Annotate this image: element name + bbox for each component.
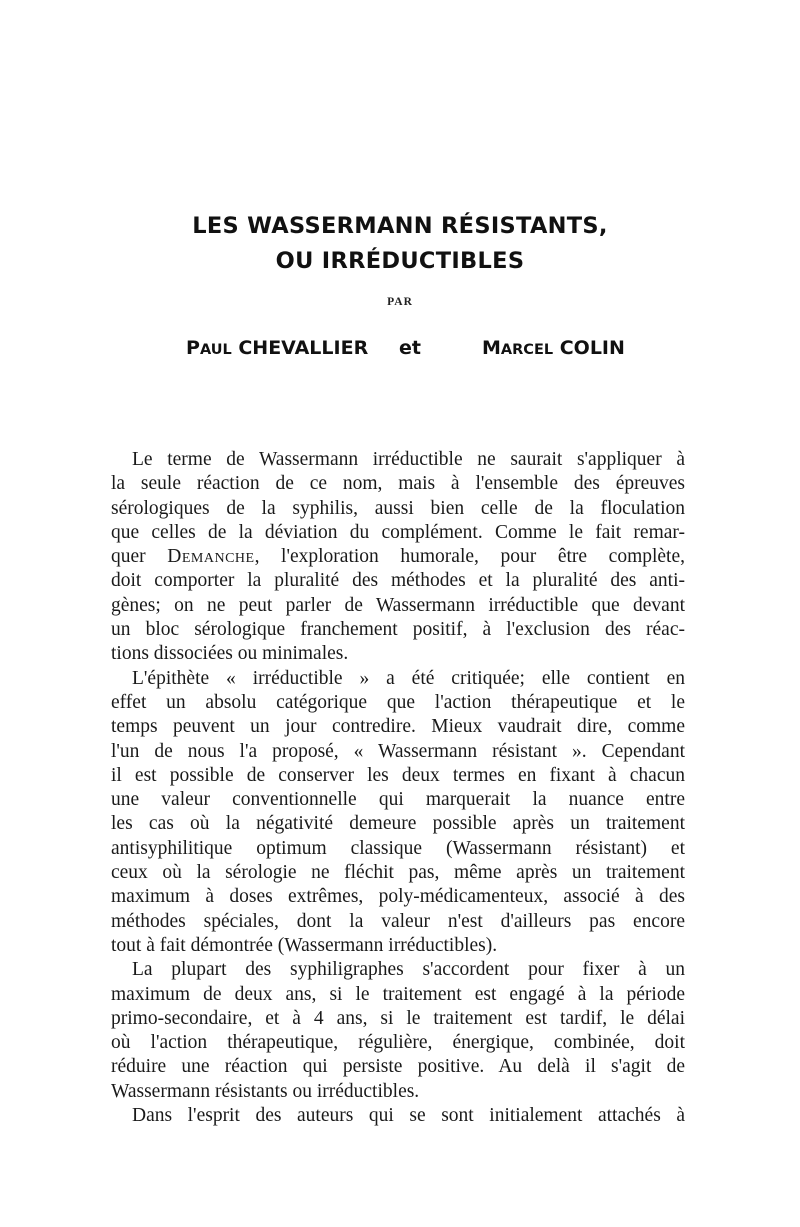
body-text: quer — [111, 546, 146, 568]
body-line: sérologiques de la syphilis, aussi bien celle de la floculation — [111, 497, 685, 519]
body-line: temps peuvent un jour contredire. Mieux vaudrait dire, comme — [111, 716, 685, 738]
author-2-first-rest: ARCEL — [500, 342, 554, 358]
body-line: Dans l'esprit des auteurs qui se sont initialement attachés à — [132, 1105, 685, 1127]
body-line: primo-secondaire, et à 4 ans, si le traitement est tardif, le délai — [111, 1007, 685, 1029]
body-line: L'épithète « irréductible » a été critiquée; elle contient en — [132, 667, 685, 689]
body-line: la seule réaction de ce nom, mais à l'ensemble des épreuves — [111, 473, 685, 495]
author-1-last-name: CHEVALLIER — [238, 337, 369, 359]
author-2-last-name: COLIN — [559, 337, 625, 359]
body-line: tions dissociées ou minimales. — [111, 643, 349, 665]
body-line: réduire une réaction qui persiste positive. Au delà il s'agit de — [111, 1056, 685, 1078]
body-line: ceux où la sérologie ne fléchit pas, même après un traitement — [111, 862, 685, 884]
author-conjunction: et — [399, 337, 421, 359]
body-line: une valeur conventionnelle qui marquerait la nuance entre — [111, 789, 685, 811]
author-2 — [482, 337, 625, 365]
body-line: il est possible de conserver les deux termes en fixant à chacun — [111, 764, 685, 786]
cited-author-name: Demanche — [167, 546, 255, 568]
title-line-1: LES WASSERMANN RÉSISTANTS, — [192, 213, 608, 239]
article-body — [111, 448, 685, 1128]
author-2-first-initial: M — [482, 337, 501, 359]
body-line: les cas où la négativité demeure possible après un traitement — [111, 813, 685, 835]
title-line-2: OU IRRÉDUCTIBLES — [275, 248, 525, 274]
body-line: maximum de deux ans, si le traitement est engagé à la période — [111, 983, 685, 1005]
paragraph-1 — [111, 448, 685, 667]
body-line: que celles de la déviation du complément. Comme le fait remar- — [111, 521, 685, 543]
body-line: maximum à doses extrêmes, poly-médicamenteux, associé à des — [111, 886, 685, 908]
author-1-first-initial: P — [186, 337, 200, 359]
body-line: antisyphilitique optimum classique (Wassermann résistant) et — [111, 837, 685, 859]
body-line: gènes; on ne peut parler de Wassermann irréductible que devant — [111, 594, 685, 616]
body-line: La plupart des syphiligraphes s'accordent pour fixer à un — [132, 959, 685, 981]
body-line: doit comporter la pluralité des méthodes et la pluralité des anti- — [111, 570, 685, 592]
body-line — [111, 545, 685, 569]
paragraph-2 — [111, 667, 685, 959]
body-text: , l'exploration humorale, pour être complète, — [254, 546, 686, 568]
body-line: Le terme de Wassermann irréductible ne saurait s'appliquer à — [132, 449, 685, 470]
author-1 — [186, 337, 368, 365]
author-1-first-rest: AUL — [199, 342, 232, 358]
body-line: un bloc sérologique franchement positif, à l'exclusion des réac- — [111, 619, 685, 641]
body-line: Wassermann résistants ou irréductibles. — [111, 1080, 420, 1102]
byline-par: PAR — [387, 296, 413, 308]
body-line: où l'action thérapeutique, régulière, énergique, combinée, doit — [111, 1032, 685, 1054]
body-line: effet un absolu catégorique que l'action thérapeutique et le — [111, 691, 685, 713]
paragraph-4 — [111, 1104, 685, 1128]
body-line: tout à fait démontrée (Wassermann irréductibles). — [111, 934, 498, 956]
body-line: méthodes spéciales, dont la valeur n'est d'ailleurs pas encore — [111, 910, 685, 932]
paragraph-3 — [111, 958, 685, 1104]
body-line: l'un de nous l'a proposé, « Wassermann résistant ». Cependant — [111, 740, 685, 762]
